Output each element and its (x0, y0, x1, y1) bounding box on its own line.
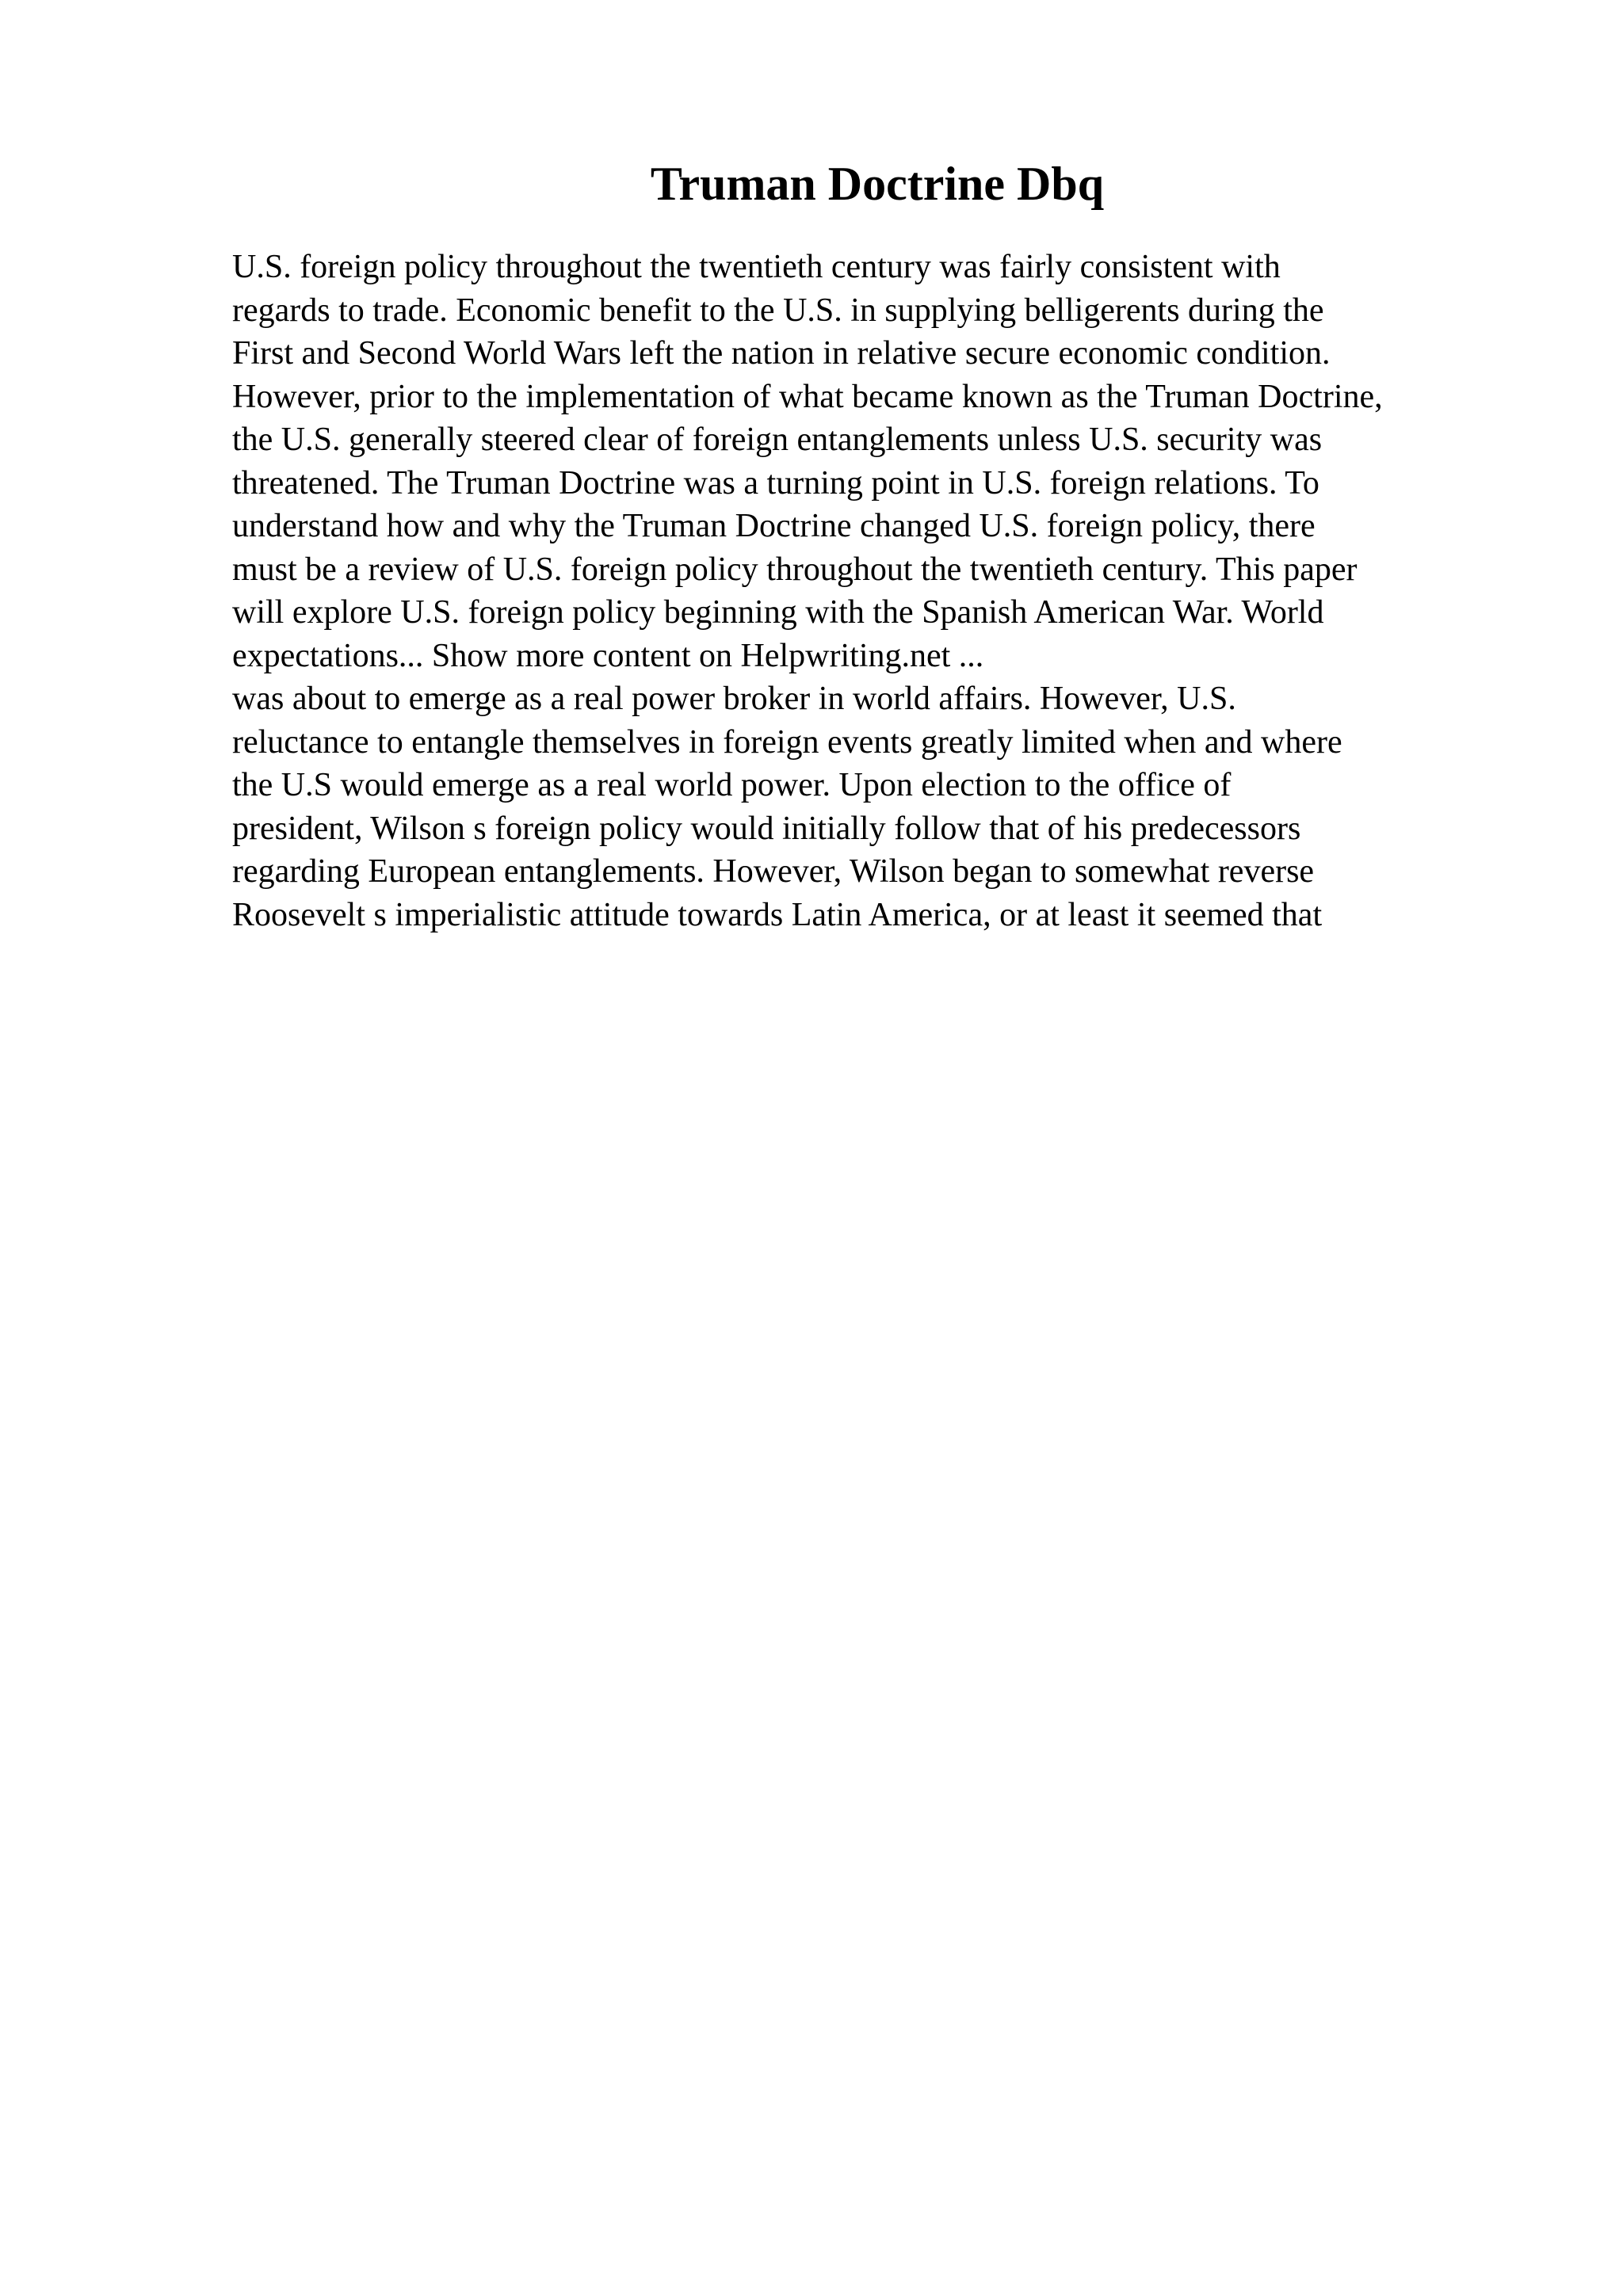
body-line: reluctance to entangle themselves in foreign events greatly limited when and where (232, 723, 1342, 761)
body-line: However, prior to the implementation of what became known as the Truman Doctrine, (232, 378, 1383, 415)
body-line: regarding European entanglements. However, Wilson began to somewhat reverse (232, 853, 1315, 890)
body-line: regards to trade. Economic benefit to the U.S. in supplying belligerents during the (232, 292, 1324, 329)
body-line: U.S. foreign policy throughout the twentieth century was fairly consistent with (232, 249, 1281, 285)
body-line: First and Second World Wars left the nation in relative secure economic condition. (232, 335, 1331, 372)
body-line: Roosevelt s imperialistic attitude towards Latin America, or at least it seemed that (232, 896, 1323, 933)
body-line: must be a review of U.S. foreign policy throughout the twentieth century. This paper (232, 551, 1358, 588)
body-line: will explore U.S. foreign policy beginning with the Spanish American War. World (232, 594, 1324, 631)
body-line: threatened. The Truman Doctrine was a turning point in U.S. foreign relations. To (232, 464, 1319, 502)
body-line: the U.S. generally steered clear of foreign entanglements unless U.S. security was (232, 421, 1323, 458)
body-line: president, Wilson s foreign policy would initially follow that of his predecessors (232, 810, 1301, 847)
body-line: understand how and why the Truman Doctrine changed U.S. foreign policy, there (232, 508, 1316, 544)
body-line: was about to emerge as a real power broker in world affairs. However, U.S. (232, 681, 1236, 717)
document-title: Truman Doctrine Dbq (650, 158, 1105, 210)
body-line: the U.S would emerge as a real world power. Upon election to the office of (232, 767, 1232, 803)
document-body (232, 246, 1611, 936)
body-line: expectations... Show more content on Helpwriting.net ... (232, 637, 984, 674)
